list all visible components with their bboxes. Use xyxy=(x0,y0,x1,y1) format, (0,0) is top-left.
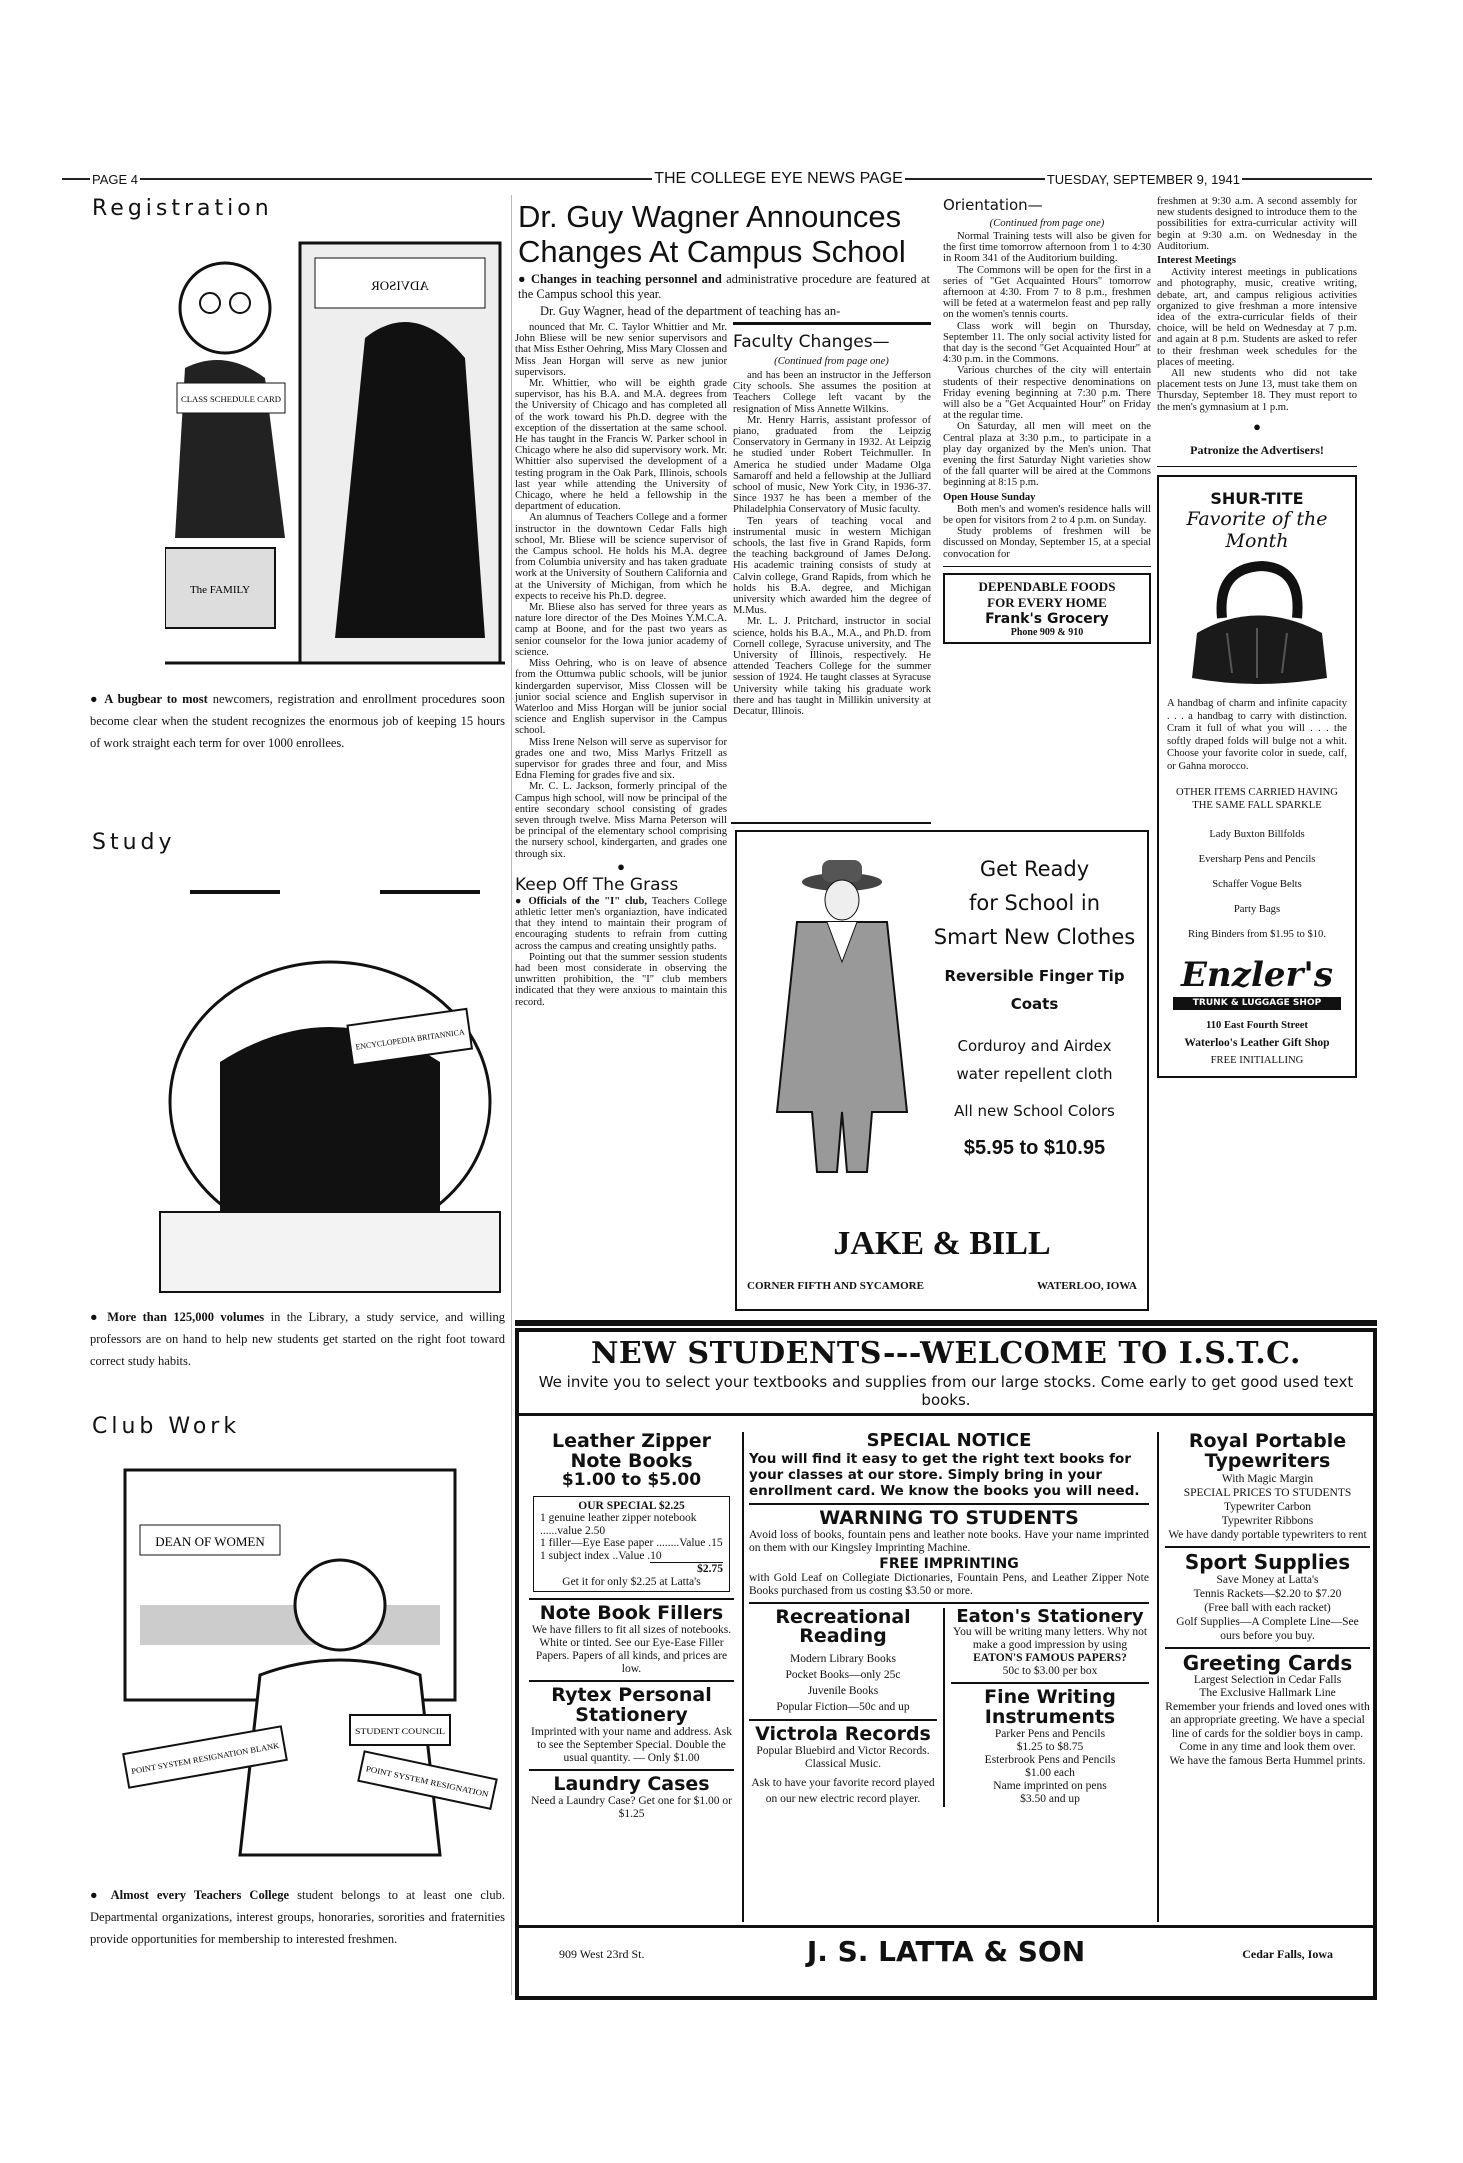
resignation-sign-label: POINT SYSTEM RESIGNATION xyxy=(365,1764,477,1797)
paragraph: We have the famous Berta Hummel prints. xyxy=(1169,1754,1366,1767)
ad-rule xyxy=(943,566,1151,568)
text-block xyxy=(140,1605,440,1645)
jake-bill-name: JAKE & BILL xyxy=(833,1225,1051,1262)
paragraph: (Free ball with each racket) xyxy=(1204,1601,1331,1614)
section-title-club-work: Club Work xyxy=(92,1414,241,1439)
text-block xyxy=(160,1212,500,1292)
latta-column-3 xyxy=(1157,1432,1370,1922)
family-book-label: The FAMILY xyxy=(189,584,251,596)
sport-list xyxy=(1165,1573,1370,1643)
text-block xyxy=(62,178,90,180)
laundry-text: Need a Laundry Case? Get one for $1.00 or $1.25 xyxy=(531,1794,732,1820)
jake-bill-headline xyxy=(927,852,1142,954)
handbag-description: A handbag of charm and infinite capacity . . . a handbag to carry with distinction. Cram it full of what you will . . . the softly draped folds will bulge not a whit. Choose your favorite color in suede, calf, or Gahna morocco. xyxy=(1167,698,1347,772)
text-block: Pointing out that the summer session students had been most considerate in observing the unwritten prohibition, the "I" club members indicated that they were anxious to maintain this record. xyxy=(515,951,727,1008)
wagner-column xyxy=(515,322,727,1008)
paragraph: $3.50 and up xyxy=(1020,1793,1080,1806)
masthead xyxy=(62,170,1372,188)
sport-title: Sport Supplies xyxy=(1184,1549,1351,1574)
paragraph: Esterbrook Pens and Pencils xyxy=(984,1754,1116,1767)
victrola-text-2: Ask to have your favorite record played on our new electric record player. xyxy=(751,1777,935,1806)
latta-city: Cedar Falls, Iowa xyxy=(1242,1947,1333,1961)
paragraph: Golf Supplies—A Complete Line—See ours before you buy. xyxy=(1176,1615,1359,1642)
paragraph: Parker Pens and Pencils xyxy=(994,1728,1106,1741)
text-block: Get Ready xyxy=(979,857,1090,881)
text-block xyxy=(951,1682,1149,1684)
paragraph: With Magic Margin xyxy=(1221,1472,1314,1485)
text-block xyxy=(749,1602,1149,1604)
paragraph: nounced that Mr. C. Taylor Whittier and Mr. John Bliese will be new senior supervisors and that Miss Esther Oehring, Miss Mary Clossen and Miss Jean Horgan will serve as new junior supervisors. xyxy=(515,322,727,378)
eaton-price: 50c to $3.00 per box xyxy=(1002,1665,1098,1678)
orientation-body xyxy=(943,231,1151,560)
paragraph: Remember your friends and loved ones with an appropriate greeting. We have a special line of cards for the soldier boys in camp. xyxy=(1165,1700,1370,1740)
special-line: 1 genuine leather zipper notebook ......value 2.50 xyxy=(540,1512,697,1537)
paragraph: Mr. Whittier, who will be eighth grade supervisor, has his B.A. and M.A. degrees from the University of Chicago and has completed all of the work toward his Ph.D. degree with the exception of the dissertation at the same school. He has taught in the Francis W. Parker school in Chicago where he also did supervisory work. Mr. Whittier also supervised the development of a testing program in the Oak Park, Illinois, schools last year while attending the University of Chicago, where he held a fellowship in the department of education. xyxy=(515,378,727,513)
handbag-illustration xyxy=(1177,558,1337,688)
open-house-subhead: Open House Sunday xyxy=(943,491,1036,503)
royal-list xyxy=(1165,1472,1370,1542)
faculty-rule xyxy=(733,322,931,325)
patronize-advertisers: Patronize the Advertisers! xyxy=(1190,442,1324,457)
text-block: A bugbear to most xyxy=(104,692,208,706)
resignation-blank-label: POINT SYSTEM RESIGNATION BLANK xyxy=(130,1742,272,1776)
text-block xyxy=(822,860,862,882)
wagner-body xyxy=(515,322,727,860)
paragraph: All new students who did not take placement tests on June 13, must take them on Thursday, September 18. They must report to the men's gymnasium at 1 p.m. xyxy=(1157,368,1357,413)
paragraph: Schaffer Vogue Belts xyxy=(1212,879,1302,891)
wagner-deck: ● Changes in teaching personnel and administrative procedure are featured at the Campus school this year. xyxy=(518,272,930,301)
registration-caption: ● A bugbear to most newcomers, registration and enrollment procedures soon become clear when the student recognizes the enormous job of keeping 15 hours of work straight each term for over 1000 enrollees. xyxy=(90,692,505,750)
paragraph: Save Money at Latta's xyxy=(1216,1573,1319,1586)
items-list xyxy=(1159,822,1355,947)
text-block xyxy=(529,1680,734,1682)
man-in-coat-illustration xyxy=(767,852,917,1182)
ad-rule xyxy=(515,1320,1377,1326)
franks-line-2: FOR EVERY HOME xyxy=(987,595,1107,611)
eaton-title: Eaton's Stationery xyxy=(956,1605,1144,1627)
jake-bill-product: Reversible Finger Tip Coats xyxy=(944,967,1125,1013)
text-block xyxy=(200,293,220,313)
section-title-study: Study xyxy=(92,830,176,855)
text-block: water repellent cloth xyxy=(956,1065,1113,1083)
paragraph: $1.25 to $8.75 xyxy=(1016,1741,1084,1754)
enzlers-ad xyxy=(1157,475,1357,1078)
enzlers-slogan: Waterloo's Leather Gift Shop xyxy=(1184,1037,1330,1050)
latta-subcolumn-right xyxy=(945,1605,1149,1808)
latta-column-2 xyxy=(749,1432,1149,1922)
paragraph-group xyxy=(1157,196,1357,252)
laundry-title: Laundry Cases xyxy=(553,1773,710,1796)
latta-column-1 xyxy=(529,1432,744,1922)
registration-illustration xyxy=(165,238,505,678)
franks-name: Frank's Grocery xyxy=(985,611,1109,628)
text-block: ● Officials of the "I" club, Teachers College athletic letter men's organiaztion, have indicated that they intend to maintain their program of encouraging students to refrain from cutting across the campus and creating unsightly paths. xyxy=(515,895,727,952)
jake-bill-address: CORNER FIFTH AND SYCAMORE xyxy=(747,1280,924,1292)
latta-headline: NEW STUDENTS---WELCOME TO I.S.T.C. xyxy=(591,1336,1301,1371)
paragraph: Largest Selection in Cedar Falls xyxy=(1193,1673,1342,1686)
paragraph: An alumnus of Teachers College and a former instructor in the downtown Cedar Falls high school, Mr. Bliese will be science supervisor of the Campus school. He holds his M.A. degree from Columbia university and has taken graduate work at the University of Southern California and at the University of Michigan, from which he expects to receive his Ph.D. degree. xyxy=(515,512,727,602)
wagner-lead-line: Dr. Guy Wagner, head of the department of teaching has an- xyxy=(540,304,841,318)
victrola-text: Popular Bluebird and Victor Records. Classical Music. xyxy=(756,1745,930,1771)
club-work-illustration xyxy=(120,1465,505,1875)
warning-title: WARNING TO STUDENTS xyxy=(819,1506,1079,1529)
special-offer: Get it for only $2.25 at Latta's xyxy=(562,1575,701,1588)
paragraph: Ten years of teaching vocal and instrumental music in western Michigan schools, the last five in Grand Rapids, form the teaching background of James DeJong. His academic training consists of study at Calvin college, Grand Rapids, from which he holds his B.A. degree, and Michigan university which awarded him the degree of M.Mus. xyxy=(733,515,931,617)
reading-title: Recreational Reading xyxy=(775,1605,911,1648)
paragraph: Mr. L. J. Pritchard, instructor in social science, holds his B.A., M.A., and Ph.D. from Cornell college, Syracuse university, and The University of Illinois, respectively. He attended Teachers College for the summer session of 1924. He taught classes at Syracuse University while taking his graduate work there and has taught in Millikin university at Decatur, Illinois. xyxy=(733,616,931,718)
student-council-label: STUDENT COUNCIL xyxy=(355,1727,446,1736)
writing-list xyxy=(951,1728,1149,1806)
favorite-tagline: Favorite of the Month xyxy=(1186,508,1328,553)
faculty-headline: Faculty Changes— xyxy=(733,332,890,352)
grass-body xyxy=(515,896,727,1008)
class-schedule-card-label: CLASS SCHEDULE CARD xyxy=(181,395,282,404)
latta-subcolumns xyxy=(749,1605,1149,1808)
text-block: Smart New Clothes xyxy=(933,925,1136,949)
section-title-registration: Registration xyxy=(92,196,273,221)
paragraph: The Commons will be open for the first in a series of "Get Acquainted Hours" tomorrow afternoon at 4:30. From 7 to 8 p.m., freshmen will be feted at a watermelon feast and pep rally on the women's tennis courts. xyxy=(943,264,1151,321)
orientation-continued: (Continued from page one) xyxy=(989,218,1105,229)
special-head: OUR SPECIAL $2.25 xyxy=(578,1499,685,1512)
latta-address: 909 West 23rd St. xyxy=(559,1947,645,1961)
ad-rule xyxy=(731,822,931,824)
encyclopedia-label: ENCYCLOPEDIA BRITANNICA xyxy=(354,1027,467,1052)
text-block: Teachers College athletic letter men's organiaztion, have indicated that they intend to maintain their program of encouraging students to refrain from cutting across the campus and creating unsightly paths. xyxy=(515,895,727,952)
issue-date: TUESDAY, SEPTEMBER 9, 1941 xyxy=(1046,171,1240,187)
ad-rule xyxy=(519,1925,1373,1928)
victrola-title: Victrola Records xyxy=(755,1723,931,1746)
eaton-text: You will be writing many letters. Why not make a good impression by using xyxy=(952,1626,1148,1652)
paragraph: Activity interest meetings in publications and photography, music, creative writing, debate, art, and campus religious activities organized to give freshman a more intensive idea of the extra-curricular fields of their choice, will be held on Wednesday at 7 p.m. and again at 8 p.m. Students are asked to refer to their freshman week schedules for the places of meeting. xyxy=(1157,267,1357,368)
faculty-body xyxy=(733,370,931,717)
writing-title: Fine Writing Instruments xyxy=(984,1686,1116,1729)
faculty-continued: (Continued from page one) xyxy=(774,356,889,367)
text-block xyxy=(905,178,1045,180)
paragraph: Party Bags xyxy=(1233,904,1281,916)
paragraph: Modern Library Books xyxy=(789,1653,897,1666)
grass-headline: Keep Off The Grass xyxy=(515,874,679,895)
column-divider xyxy=(511,195,512,1995)
paragraph-group xyxy=(943,231,1151,489)
latta-name: J. S. LATTA & SON xyxy=(806,1935,1086,1968)
royal-title: Royal Portable Typewriters xyxy=(1188,1430,1347,1472)
paragraph: Popular Fiction—50c and up xyxy=(776,1701,910,1714)
club-work-caption: ● Almost every Teachers College student belongs to at least one club. Departmental organizations, interest groups, honoraries, sororities and fraternities provide opportunities for membership to interested freshmen. xyxy=(90,1888,505,1946)
text-block xyxy=(140,178,652,180)
notice-title: SPECIAL NOTICE xyxy=(866,1430,1032,1451)
other-items-head: OTHER ITEMS CARRIED HAVING THE SAME FALL SPARKLE xyxy=(1176,787,1338,811)
text-block xyxy=(1192,616,1327,685)
orientation-headline: Orientation— xyxy=(943,196,1043,214)
fillers-text: We have fillers to fit all sizes of notebooks. White or tinted. See our Eye-Ease Filler Papers. Papers of all kinds, and prices are low. xyxy=(531,1624,732,1676)
greeting-list xyxy=(1165,1674,1370,1769)
reading-list xyxy=(749,1651,937,1715)
jake-bill-city: WATERLOO, IOWA xyxy=(1036,1280,1137,1292)
paragraph: Typewriter Carbon xyxy=(1223,1500,1311,1513)
paragraph: Ring Binders from $1.95 to $10. xyxy=(1187,929,1326,941)
paragraph: Tennis Rackets—$2.20 to $7.20 xyxy=(1193,1587,1342,1600)
text-block: newcomers, registration and enrollment procedures soon become clear when the student recognizes the enormous job of keeping 15 hours of work straight each term for over 1000 enrollees. xyxy=(90,692,505,750)
paragraph: On Saturday, all men will meet on the Central plaza at 3:30 p.m., to participate in a play day organized by the Men's union. That evening the first Saturday Night varieties show of the fall quarter will be aired at the Commons beginning at 8:15 p.m. xyxy=(943,421,1151,489)
paragraph: Pocket Books—only 25c xyxy=(785,1669,901,1682)
text-block xyxy=(749,1503,1149,1505)
dean-sign: DEAN OF WOMEN xyxy=(155,1534,265,1549)
paragraph: Miss Irene Nelson will serve as supervisor for grades one and two, Miss Marlys Fritzell as supervisor for grades three and four, and Miss Edna Fleming for grades five and six. xyxy=(515,736,727,782)
text-block: Officials of the "I" club, xyxy=(528,895,648,907)
page-number: PAGE 4 xyxy=(92,171,139,187)
paragraph: $1.00 each xyxy=(1025,1767,1075,1780)
jake-bill-colors: All new School Colors xyxy=(954,1102,1115,1120)
free-initialling: FREE INITIALLING xyxy=(1210,1055,1304,1067)
text-block xyxy=(529,1769,734,1771)
orientation-body-continued xyxy=(1157,196,1357,413)
paragraph: Mr. Henry Harris, assistant professor of piano, graduated from the Leipzig Conservatory in Germany in 1932. At Leipzig he studied under Robert Teichmuller. In America he studied under Madame Olga Samaroff and held a fellowship at the Julliard school of music, New York City, in 1936-37. Since 1937 he has been a member of the Philadelphia Conservatory of Music faculty. xyxy=(733,414,931,516)
paragraph: Various churches of the city will entertain students of their respective denominations on Friday evening beginning at 7:30 p.m. There will also be a "Get Acquainted Hour" on Friday at the regular time. xyxy=(943,365,1151,422)
bullet-divider: ● xyxy=(1253,418,1261,434)
our-special-box xyxy=(533,1496,730,1593)
paragraph: Normal Training tests will also be given for the first time tomorrow afternoon from 1 to 4:30 in Room 341 of the Auditorium building. xyxy=(943,231,1151,265)
text-block xyxy=(230,293,250,313)
franks-phone: Phone 909 & 910 xyxy=(1010,627,1084,639)
text-block xyxy=(1222,566,1298,618)
text-block: Almost every Teachers College xyxy=(110,1888,290,1902)
text-block xyxy=(529,1598,734,1600)
rytex-title: Rytex Personal Stationery xyxy=(551,1684,712,1727)
zipper-price: $1.00 to $5.00 xyxy=(561,1469,702,1490)
text-block xyxy=(1165,1546,1370,1548)
franks-line-1: DEPENDABLE FOODS xyxy=(978,579,1116,595)
paragraph: and has been an instructor in the Jefferson City schools. She assumes the position at Teachers College left vacant by the resignation of Miss Annette Wilkins. xyxy=(733,370,931,415)
enzlers-banner: TRUNK & LUGGAGE SHOP xyxy=(1173,997,1341,1010)
text-block: Corduroy and Airdex xyxy=(957,1037,1112,1055)
shur-tite-brand: SHUR-TITE xyxy=(1210,489,1304,509)
paragraph: Miss Oehring, who is on leave of absence from the Ottumwa public schools, will be junior kindergarden supervisor, Miss Clossen will be junior social science and English supervisor in Waterloo and Miss Horgan will be junior social science and English supervisor in the Campus school. xyxy=(515,658,727,737)
paragraph: Mr. C. L. Jackson, formerly principal of the Campus high school, will now be principal of the entire secondary school consisting of grades seven through twelve. Miss Marna Peterson will be principal of the elementary school comprising the nursery school, kindergarten, and grades one through six. xyxy=(515,781,727,860)
paper-title: THE COLLEGE EYE NEWS PAGE xyxy=(654,170,903,187)
paragraph: Lady Buxton Billfolds xyxy=(1209,829,1305,841)
text-block: Changes in teaching personnel and xyxy=(531,272,722,286)
text-block xyxy=(1242,178,1372,180)
text-block xyxy=(825,880,859,920)
text-block xyxy=(295,1560,385,1650)
special-total: $2.75 xyxy=(650,1562,723,1576)
free-imprinting-text: with Gold Leaf on Collegiate Dictionaries, Fountain Pens, and Leather Zipper Note Books purchased from us costing $3.50 or more. xyxy=(749,1571,1149,1597)
special-line: 1 filler—Eye Ease paper ........Value .15 xyxy=(540,1537,723,1550)
text-block xyxy=(180,263,270,353)
text-block: More than 125,000 volumes xyxy=(107,1310,265,1324)
wagner-headline: Dr. Guy Wagner Announces Changes At Campus School xyxy=(518,199,906,269)
paragraph: The Exclusive Hallmark Line xyxy=(1199,1687,1336,1700)
paragraph: Both men's and women's residence halls will be open for visitors from 2 to 4 p.m. on Sunday. xyxy=(943,503,1151,527)
paragraph: Study problems of freshmen will be discussed on Monday, September 15, at a special convocation for xyxy=(943,526,1151,560)
text-block: for School in xyxy=(968,891,1101,915)
paragraph-group xyxy=(943,504,1151,560)
warning-text: Avoid loss of books, fountain pens and leather note books. Have your name imprinted on them with our Kingsley Imprinting Machine. xyxy=(749,1528,1149,1554)
orientation-column xyxy=(943,231,1151,644)
paragraph: Eversharp Pens and Pencils xyxy=(1198,854,1316,866)
text-block xyxy=(1165,1647,1370,1649)
eaton-caps: EATON'S FAMOUS PAPERS? xyxy=(973,1652,1127,1665)
ad-rule xyxy=(1157,466,1357,468)
special-line: 1 subject index ..Value .10 xyxy=(540,1549,662,1562)
text-block: administrative procedure are featured at the Campus school this year. xyxy=(518,272,930,301)
paragraph: Come in any time and look them over. xyxy=(1179,1741,1356,1754)
fillers-title: Note Book Fillers xyxy=(539,1602,724,1625)
paragraph: Mr. Bliese also has served for three years as nature lore director of the Des Moines Y.M.C.A. camp at Boone, and for the past two years as senior counselor for the Iowa junior academy of science. xyxy=(515,602,727,658)
enzlers-address: 110 East Fourth Street xyxy=(1206,1020,1308,1032)
text-block: in the Library, a study service, and willing professors are on hand to help new students get started on the right foot toward correct study habits. xyxy=(90,1310,505,1368)
franks-grocery-ad xyxy=(943,573,1151,644)
enzlers-logo: Enzler's xyxy=(1181,955,1333,996)
interest-meetings-subhead: Interest Meetings xyxy=(1157,255,1236,267)
paragraph: Class work will begin on Thursday, September 11. The only social activity listed for that day is the second "Get Acquainted Hour" at 4:30 p.m. in the Commons. xyxy=(943,320,1151,366)
orientation-continued-column xyxy=(1157,196,1357,1078)
text-block: student belongs to at least one club. Departmental organizations, interest groups, honoraries, sororities and fraternities provide opportunities for membership to interested freshmen. xyxy=(90,1888,505,1946)
paragraph: Typewriter Ribbons xyxy=(1221,1514,1314,1527)
notice-text: You will find it easy to get the right text books for your classes at our store. Simply bring in your enrollment card. We know the books you will need. xyxy=(749,1450,1140,1499)
paragraph-group xyxy=(1157,267,1357,413)
latta-ad xyxy=(515,1328,1377,2000)
latta-intro: We invite you to select your textbooks and supplies from our large stocks. Come early to get good used text books. xyxy=(538,1373,1354,1409)
greeting-title: Greeting Cards xyxy=(1182,1650,1353,1675)
bullet-divider: ● xyxy=(617,858,625,874)
paragraph: Juvenile Books xyxy=(807,1685,879,1698)
latta-subcolumn-left xyxy=(749,1605,945,1808)
ad-rule xyxy=(519,1413,1373,1416)
jake-bill-ad xyxy=(735,830,1149,1311)
study-illustration xyxy=(150,882,505,1302)
paragraph: We have dandy portable typewriters to rent xyxy=(1168,1528,1367,1541)
paragraph: SPECIAL PRICES TO STUDENTS xyxy=(1183,1486,1352,1499)
study-caption: ● More than 125,000 volumes in the Library, a study service, and willing professors are on hand to help new students get started on the right foot toward correct study habits. xyxy=(90,1310,505,1368)
zipper-title: Leather Zipper Note Books xyxy=(551,1430,712,1472)
rytex-text: Imprinted with your name and address. Ask to see the September Special. Double the usual quantity. — Only $1.00 xyxy=(531,1726,732,1765)
paragraph: freshmen at 9:30 a.m. A second assembly for new students designed to introduce them to the possibilities for extra-curricular activity will begin at 9:30 a.m. on Wednesday in the Auditorium. xyxy=(1157,196,1357,252)
free-imprinting-title: FREE IMPRINTING xyxy=(879,1555,1019,1572)
paragraph: Name imprinted on pens xyxy=(993,1780,1107,1793)
advisor-sign: ADVISOR xyxy=(371,278,429,293)
jake-bill-fabric xyxy=(927,1032,1142,1088)
jake-bill-price: $5.95 to $10.95 xyxy=(963,1137,1106,1159)
text-block xyxy=(749,1719,937,1721)
